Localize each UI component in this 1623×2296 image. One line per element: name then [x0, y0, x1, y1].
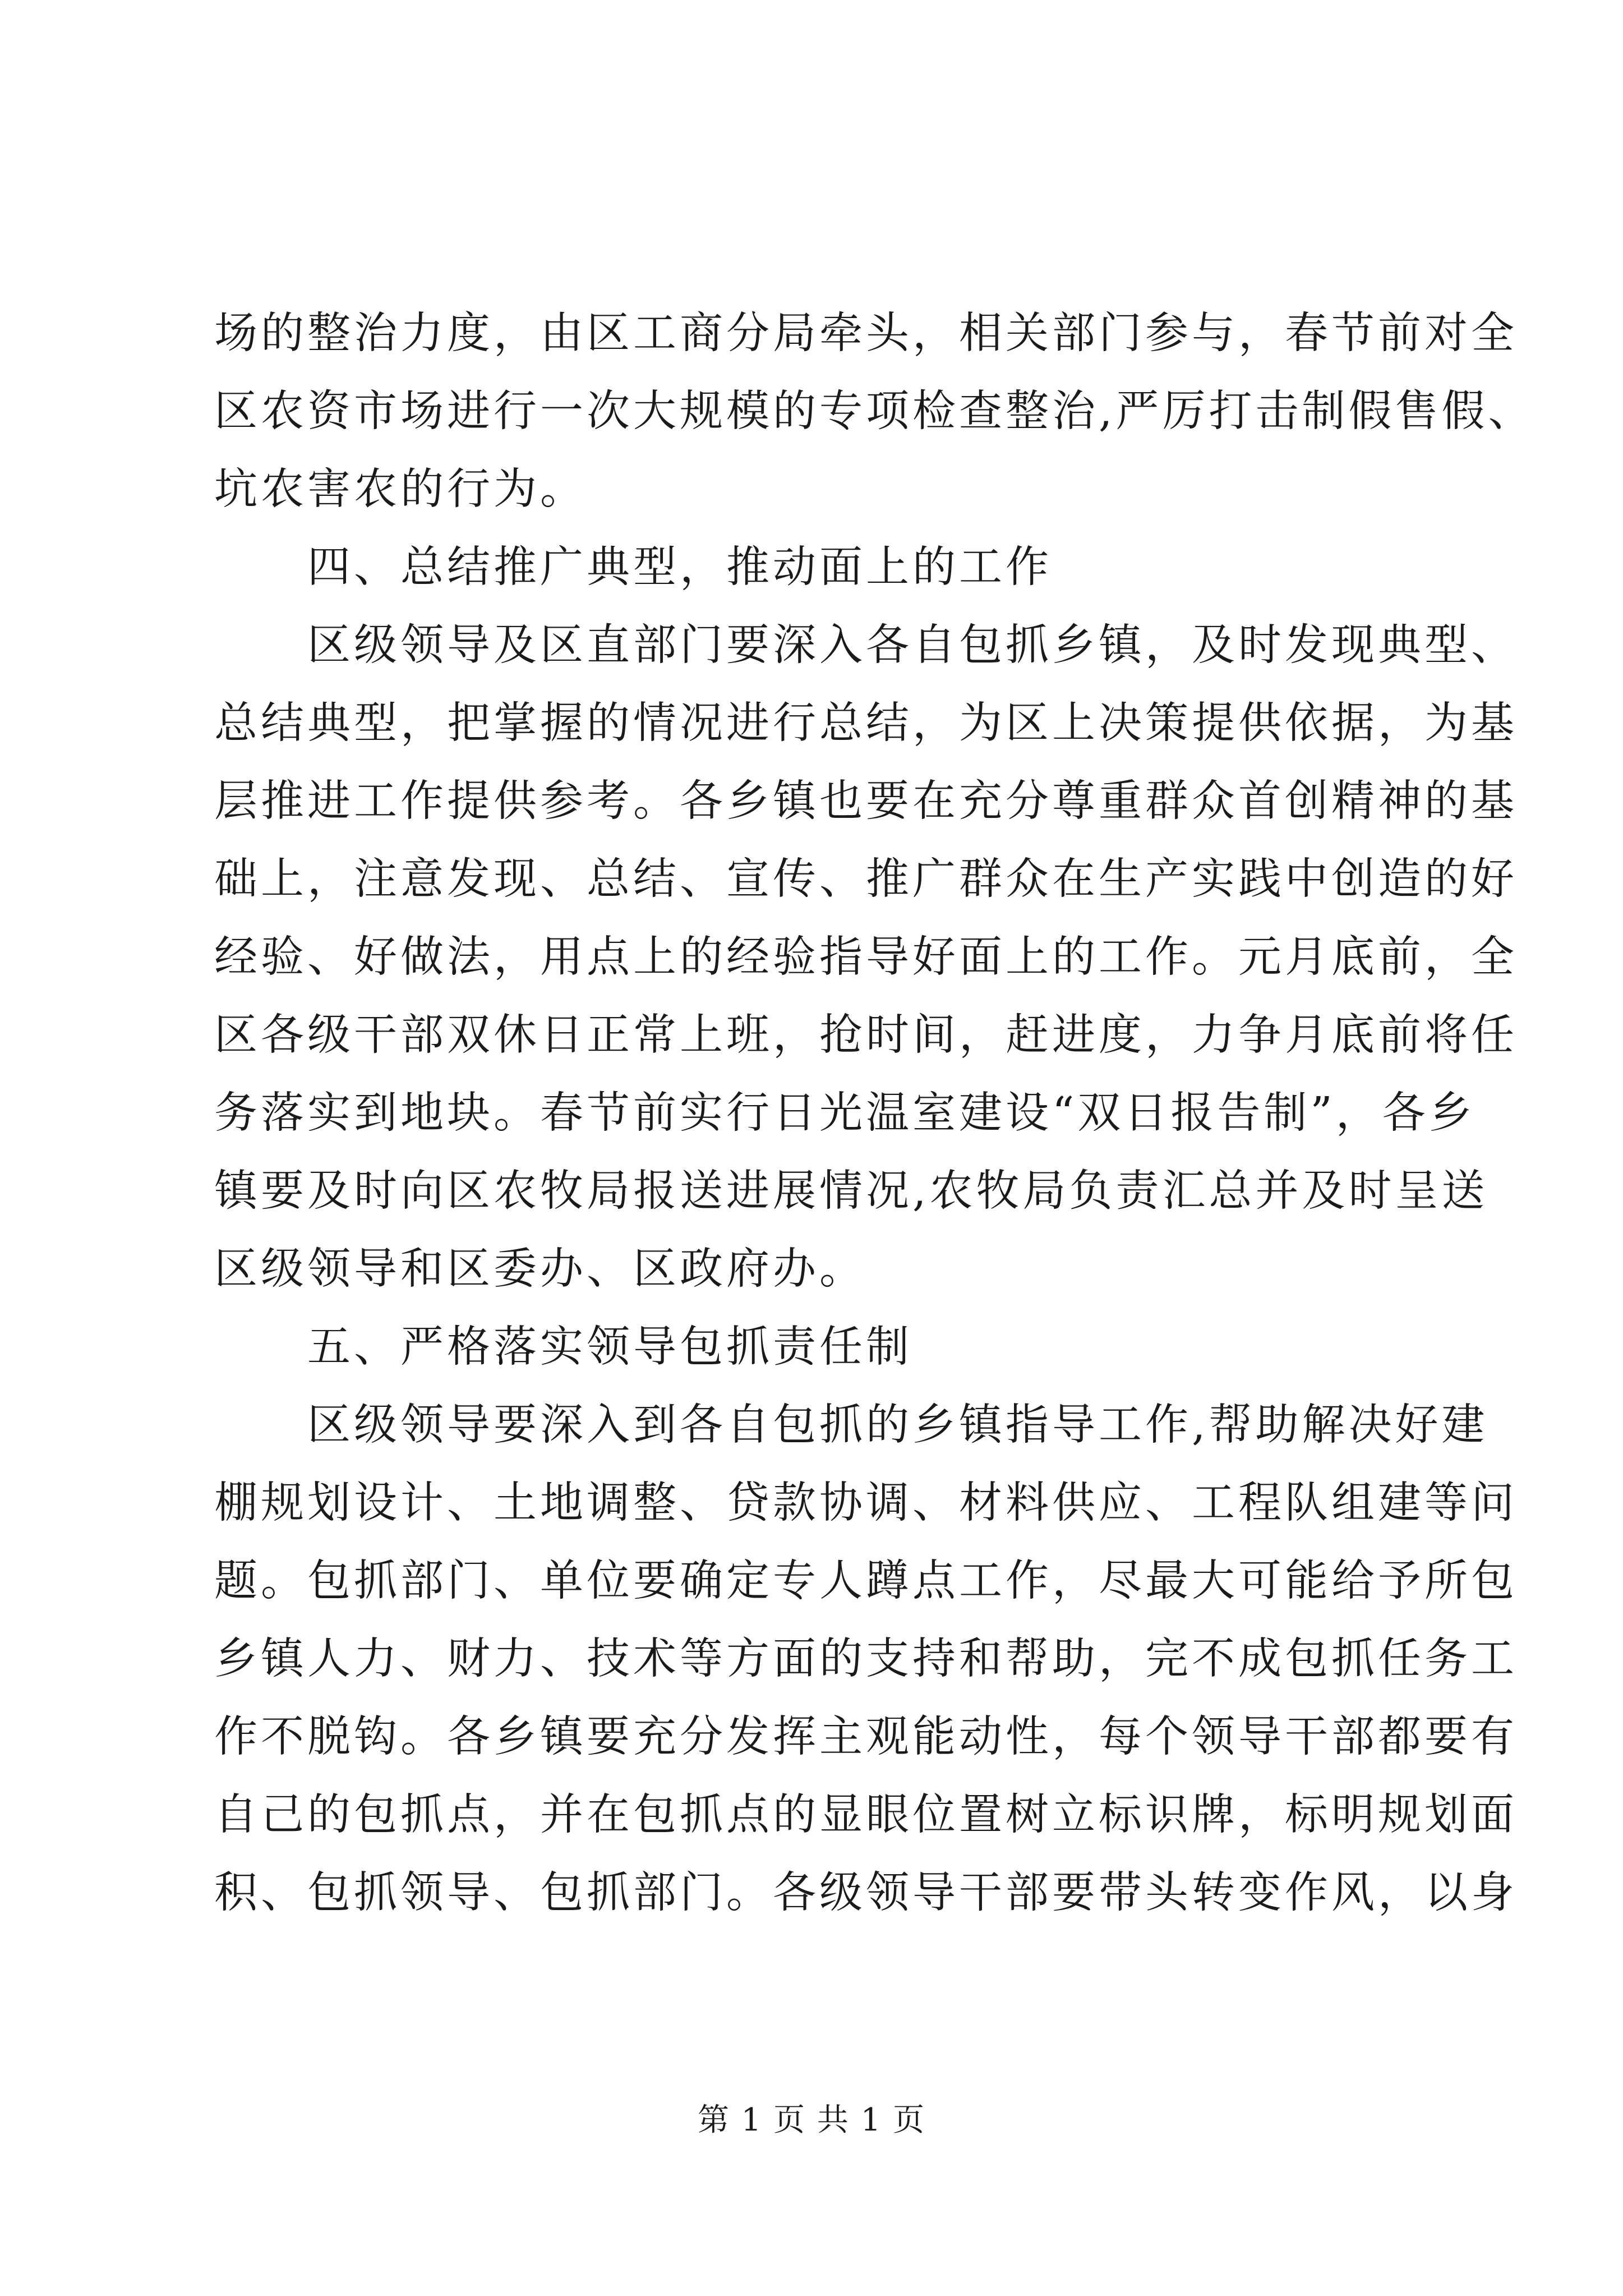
body-line: 题。包抓部门、单位要确定专人蹲点工作，尽最大可能给予所包	[214, 1556, 1518, 1606]
body-line: 区级领导及区直部门要深入各自包抓乡镇，及时发现典型、	[214, 620, 1518, 670]
body-line: 乡镇人力、财力、技术等方面的支持和帮助，完不成包抓任务工	[214, 1634, 1518, 1684]
body-line: 坑农害农的行为。	[214, 464, 587, 514]
body-line: 区各级干部双休日正常上班，抢时间，赶进度，力争月底前将任	[214, 1010, 1518, 1060]
body-line: 场的整治力度，由区工商分局牵头，相关部门参与，春节前对全	[214, 309, 1518, 358]
body-line: 镇要及时向区农牧局报送进展情况,农牧局负责汇总并及时呈送	[214, 1166, 1488, 1216]
body-line: 务落实到地块。春节前实行日光温室建设“双日报告制”，各乡	[214, 1088, 1476, 1138]
body-line: 区级领导要深入到各自包抓的乡镇指导工作,帮助解决好建	[214, 1400, 1488, 1450]
section-heading-4: 四、总结推广典型，推动面上的工作	[214, 542, 1052, 592]
body-line: 经验、好做法，用点上的经验指导好面上的工作。元月底前，全	[214, 932, 1518, 982]
body-line: 础上，注意发现、总结、宣传、推广群众在生产实践中创造的好	[214, 854, 1518, 904]
body-line: 作不脱钩。各乡镇要充分发挥主观能动性，每个领导干部都要有	[214, 1712, 1518, 1762]
document-body	[214, 295, 1535, 1932]
body-line: 棚规划设计、土地调整、贷款协调、材料供应、工程队组建等问	[214, 1478, 1518, 1528]
body-line: 积、包抓领导、包抓部门。各级领导干部要带头转变作风，以身	[214, 1868, 1518, 1918]
body-line: 总结典型，把掌握的情况进行总结，为区上决策提供依据，为基	[214, 698, 1518, 748]
body-line: 层推进工作提供参考。各乡镇也要在充分尊重群众首创精神的基	[214, 776, 1518, 826]
body-line: 区级领导和区委办、区政府办。	[214, 1244, 866, 1294]
section-heading-5: 五、严格落实领导包抓责任制	[214, 1322, 912, 1372]
body-line: 区农资市场进行一次大规模的专项检查整治,严厉打击制假售假、	[214, 386, 1535, 436]
page-number-footer: 第 1 页 共 1 页	[697, 2102, 926, 2138]
body-line: 自己的包抓点，并在包抓点的显眼位置树立标识牌，标明规划面	[214, 1790, 1518, 1840]
